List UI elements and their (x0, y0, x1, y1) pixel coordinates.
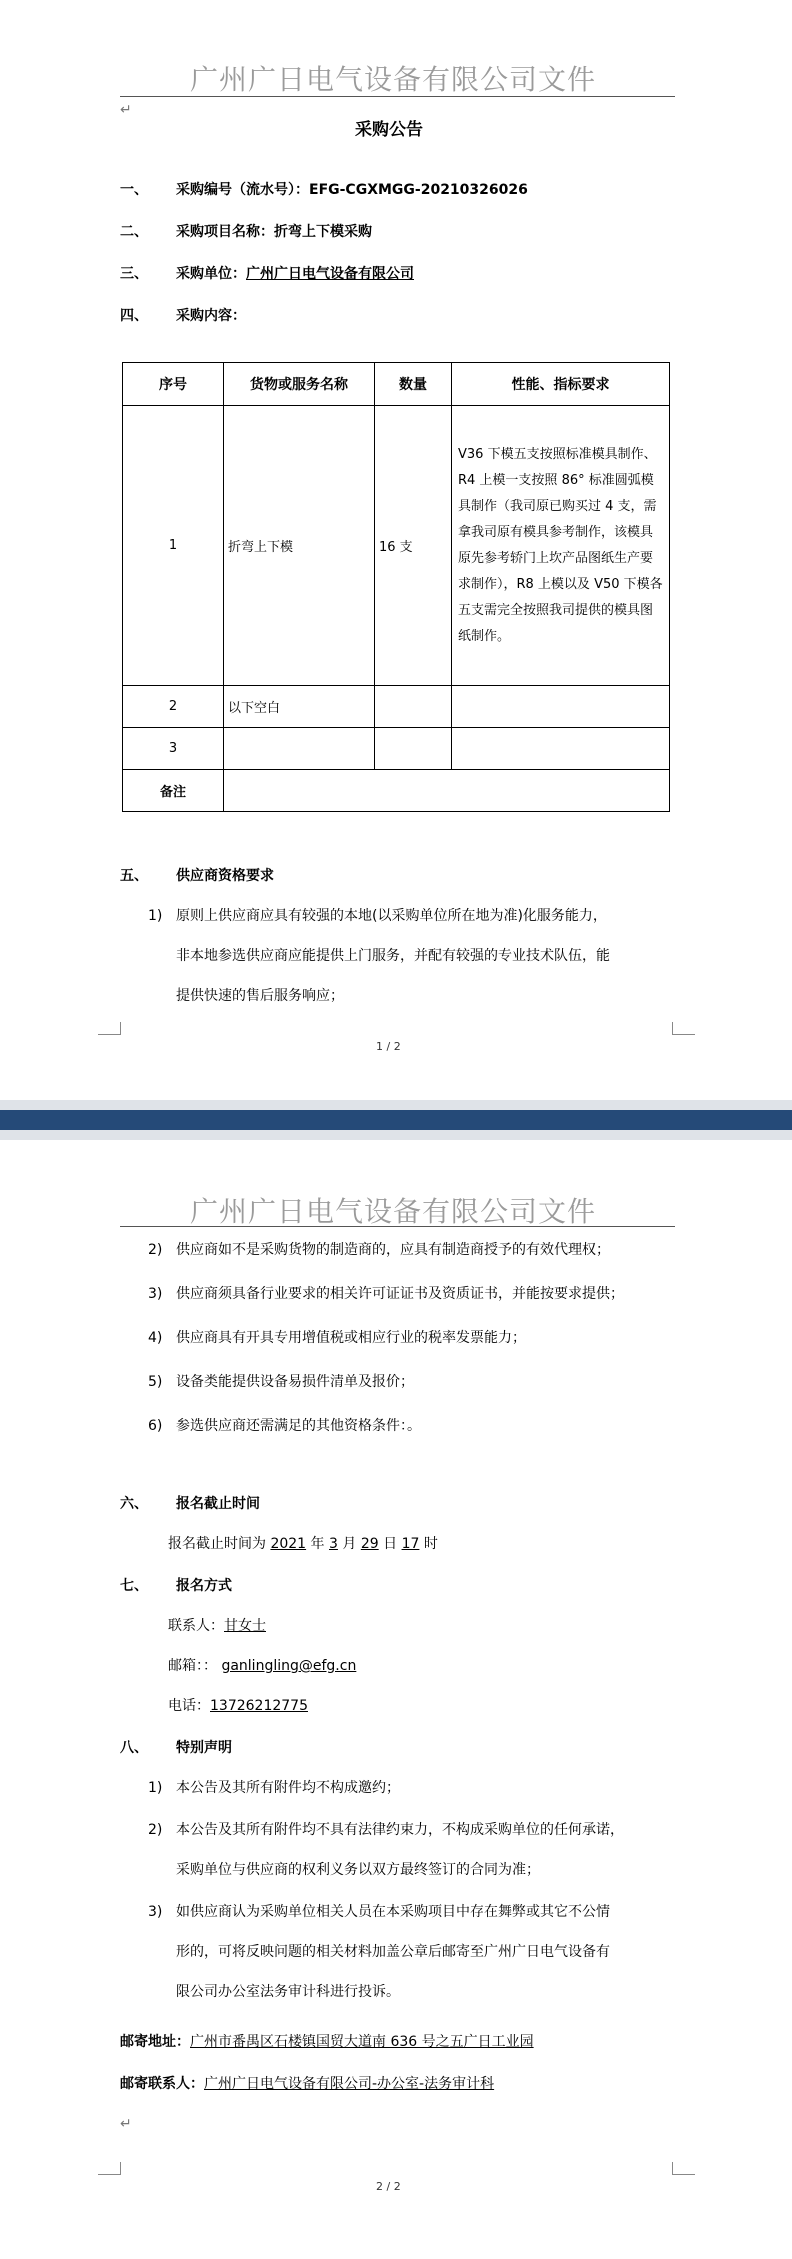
contact-phone-value: 13726212775 (210, 1698, 308, 1714)
margin-corner-mark (98, 1022, 121, 1035)
contact-phone-label: 电话： (168, 1698, 210, 1714)
qualification-line: 供应商须具备行业要求的相关许可证证书及资质证书，并能按要求提供； (176, 1286, 624, 1302)
deadline-day-unit: 日 (383, 1536, 398, 1552)
page-separator-bar (0, 1110, 792, 1130)
section-2-num: 二、 (120, 224, 148, 240)
page-number: 1 / 2 (376, 1040, 401, 1053)
col-header-no: 序号 (123, 363, 224, 406)
purchaser-label: 采购单位： (176, 266, 246, 282)
deadline-year-unit: 年 (310, 1536, 325, 1552)
row-requirements: V36 下模五支按照标准模具制作、R4 上模一支按照 86° 标准圆弧模具制作（我司原已购买过 4 支，需拿我司原有模具参考制作，该模具原先参考轿门上坎产品图纸生产要求制作），R8 上模以及 V50 下模各五支需完全按照我司提供的模具图纸制作。 (452, 406, 670, 686)
row-name: 以下空白 (224, 686, 375, 728)
section-3-line (176, 264, 414, 284)
section-6-num: 六、 (120, 1496, 148, 1512)
qualification-line: 供应商具有开具专用增值税或相应行业的税率发票能力； (176, 1330, 526, 1346)
section-4-label: 采购内容： (176, 308, 246, 324)
mailing-contact-label: 邮寄联系人： (120, 2076, 204, 2092)
company-header: 广州广日电气设备有限公司文件 (190, 1195, 597, 1228)
remark-value (224, 770, 670, 812)
contact-email-label: 邮箱：： (168, 1658, 217, 1674)
statement-line: 如供应商认为采购单位相关人员在本采购项目中存在舞弊或其它不公情 (176, 1904, 610, 1920)
row-requirements (452, 728, 670, 770)
deadline-month: 3 (329, 1536, 338, 1552)
statement-line: 采购单位与供应商的权利义务以双方最终签订的合同为准； (176, 1862, 540, 1878)
qualification-line: 原则上供应商应具有较强的本地(以采购单位所在地为准)化服务能力， (176, 908, 607, 924)
row-no: 2 (123, 686, 224, 728)
project-name-value: 折弯上下模采购 (274, 224, 372, 240)
statement-line: 限公司办公室法务审计科进行投诉。 (176, 1984, 400, 2000)
paragraph-mark: ↵ (120, 102, 132, 118)
qualification-num: 1) (148, 908, 163, 924)
qualification-num: 3) (148, 1286, 163, 1302)
table-row (123, 406, 670, 686)
procurement-table (122, 362, 670, 812)
header-rule (120, 96, 675, 97)
row-requirements (452, 686, 670, 728)
qualification-line: 参选供应商还需满足的其他资格条件：。 (176, 1418, 421, 1434)
header-rule (120, 1226, 675, 1227)
section-2-line (176, 222, 372, 242)
qualification-line: 供应商如不是采购货物的制造商的，应具有制造商授予的有效代理权； (176, 1242, 610, 1258)
row-no: 3 (123, 728, 224, 770)
purchase-number-label: 采购编号（流水号）： (176, 182, 309, 198)
row-qty (375, 686, 452, 728)
deadline-prefix: 报名截止时间为 (168, 1536, 266, 1552)
deadline-month-unit: 月 (342, 1536, 357, 1552)
document-title: 采购公告 (355, 120, 423, 140)
section-8-num: 八、 (120, 1740, 148, 1756)
margin-corner-mark (98, 2162, 121, 2175)
page-number: 2 / 2 (376, 2180, 401, 2193)
deadline-day: 29 (360, 1536, 379, 1552)
row-no: 1 (123, 406, 224, 686)
section-7-label: 报名方式 (176, 1578, 232, 1594)
statement-line: 本公告及其所有附件均不具有法律约束力，不构成采购单位的任何承诺， (176, 1822, 624, 1838)
contact-email (168, 1656, 356, 1676)
table-header-row (123, 363, 670, 406)
contact-phone (168, 1696, 308, 1716)
section-3-num: 三、 (120, 266, 148, 282)
row-name (224, 728, 375, 770)
contact-person-value: 甘女士 (224, 1618, 266, 1634)
mailing-address (120, 2032, 534, 2052)
statement-num: 3) (148, 1904, 163, 1920)
mailing-contact (120, 2074, 494, 2094)
col-header-requirements: 性能、指标要求 (452, 363, 670, 406)
section-4-num: 四、 (120, 308, 148, 324)
table-remark-row (123, 770, 670, 812)
section-7-num: 七、 (120, 1578, 148, 1594)
section-1-line (176, 180, 528, 200)
section-5-label: 供应商资格要求 (176, 868, 274, 884)
page-separator (0, 1100, 792, 1140)
section-1-num: 一、 (120, 182, 148, 198)
statement-num: 2) (148, 1822, 163, 1838)
qualification-line: 设备类能提供设备易损件清单及报价； (176, 1374, 414, 1390)
qualification-line: 非本地参选供应商应能提供上门服务，并配有较强的专业技术队伍，能 (176, 948, 610, 964)
purchaser-value: 广州广日电气设备有限公司 (246, 266, 414, 282)
contact-person (168, 1616, 266, 1636)
purchase-number-value: EFG-CGXMGG-20210326026 (309, 182, 528, 198)
qualification-num: 2) (148, 1242, 163, 1258)
document-page-2 (0, 1140, 792, 2259)
deadline-hour-unit: 时 (423, 1536, 438, 1552)
deadline-year: 2021 (270, 1536, 307, 1552)
table-row (123, 686, 670, 728)
margin-corner-mark (672, 1022, 695, 1035)
statement-num: 1) (148, 1780, 163, 1796)
qualification-num: 6) (148, 1418, 163, 1434)
margin-corner-mark (672, 2162, 695, 2175)
contact-email-link[interactable]: ganlingling@efg.cn (221, 1658, 357, 1674)
project-name-label: 采购项目名称： (176, 224, 274, 240)
table-row (123, 728, 670, 770)
qualification-num: 4) (148, 1330, 163, 1346)
section-6-label: 报名截止时间 (176, 1496, 260, 1512)
qualification-num: 5) (148, 1374, 163, 1390)
statement-line: 本公告及其所有附件均不构成邀约； (176, 1780, 400, 1796)
row-qty (375, 728, 452, 770)
mailing-address-label: 邮寄地址： (120, 2034, 190, 2050)
row-qty: 16 支 (375, 406, 452, 686)
deadline-hour: 17 (401, 1536, 420, 1552)
col-header-name: 货物或服务名称 (224, 363, 375, 406)
section-8-label: 特别声明 (176, 1740, 232, 1756)
qualification-line: 提供快速的售后服务响应； (176, 988, 344, 1004)
paragraph-mark: ↵ (120, 2116, 132, 2132)
section-5-num: 五、 (120, 868, 148, 884)
company-header: 广州广日电气设备有限公司文件 (190, 63, 597, 96)
remark-label: 备注 (123, 770, 224, 812)
document-page-1 (0, 0, 792, 1100)
row-name: 折弯上下模 (224, 406, 375, 686)
deadline-text (168, 1534, 438, 1554)
mailing-contact-value: 广州广日电气设备有限公司-办公室-法务审计科 (204, 2076, 495, 2092)
statement-line: 形的，可将反映问题的相关材料加盖公章后邮寄至广州广日电气设备有 (176, 1944, 610, 1960)
contact-person-label: 联系人： (168, 1618, 224, 1634)
mailing-address-value: 广州市番禺区石楼镇国贸大道南 636 号之五广日工业园 (190, 2034, 534, 2050)
col-header-qty: 数量 (375, 363, 452, 406)
